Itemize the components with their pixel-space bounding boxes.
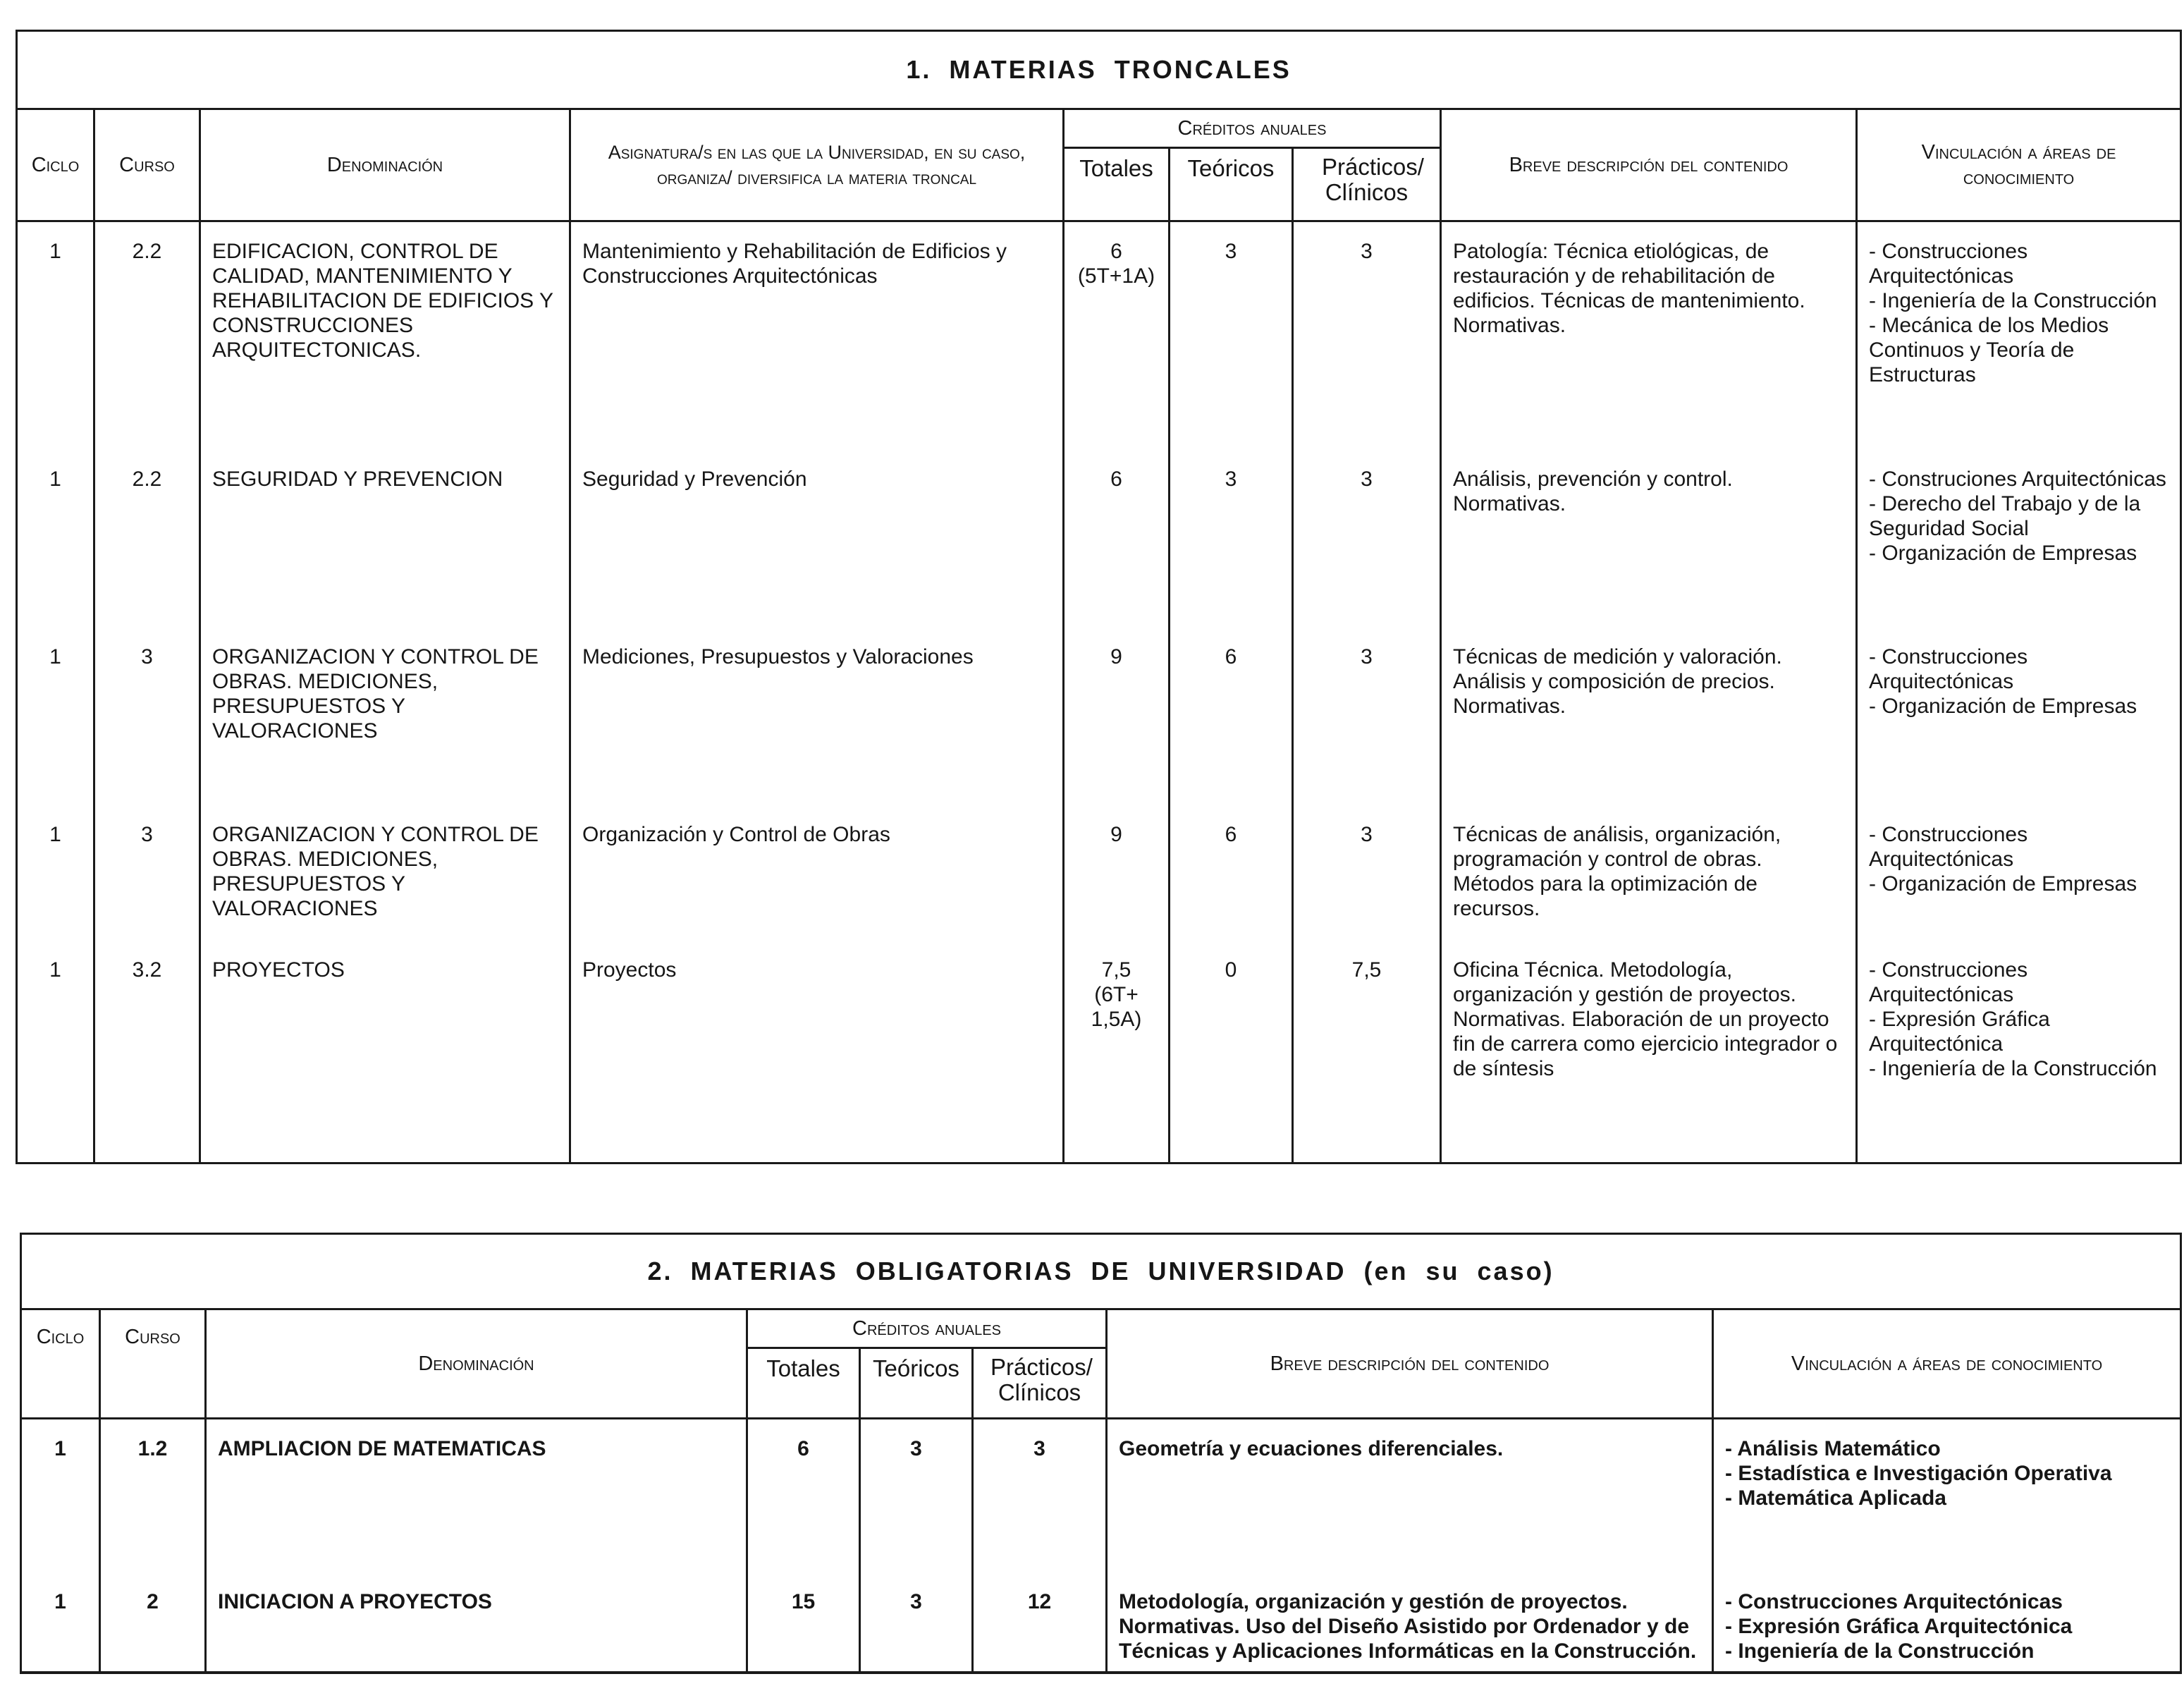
ciclo-cell: 1 — [17, 805, 94, 941]
totales-cell: 9 — [1064, 805, 1170, 941]
teoricos-cell: 3 — [1170, 450, 1293, 628]
ciclo-cell: 1 — [17, 450, 94, 628]
descripcion-cell: Análisis, prevención y control. Normativas. — [1441, 450, 1857, 628]
teoricos-cell: 3 — [860, 1419, 973, 1572]
area-item: - Construcciones Arquitectónicas — [1725, 1589, 2063, 1613]
curso-header: Curso — [100, 1309, 206, 1419]
asignatura-cell: Organización y Control de Obras — [570, 805, 1064, 941]
practicos-header: Prácticos/ Clínicos — [1293, 148, 1441, 221]
teoricos-header: Teóricos — [1170, 148, 1293, 221]
descripcion-cell: Metodología, organización y gestión de proyectos. Normativas. Uso del Diseño Asistido por Ordenador y de Técnicas y Aplicaciones Informáticas en la Construcción. — [1107, 1572, 1713, 1673]
table-row — [17, 221, 2181, 450]
descripcion-cell: Patología: Técnica etiológicas, de restauración y de rehabilitación de edificios. Técnicas de mantenimiento. Normativas. — [1441, 221, 1857, 450]
table-row — [21, 1419, 2181, 1572]
asignatura-cell: Proyectos — [570, 941, 1064, 1163]
area-item: - Análisis Matemático — [1725, 1437, 1941, 1460]
denominacion-cell: INICIACION A PROYECTOS — [206, 1572, 747, 1673]
ciclo-cell: 1 — [21, 1572, 100, 1673]
totales-header: Totales — [1064, 148, 1170, 221]
totales-cell: 15 — [747, 1572, 860, 1673]
denominacion-cell: ORGANIZACION Y CONTROL DE OBRAS. MEDICIONES, PRESUPUESTOS Y VALORACIONES — [200, 805, 570, 941]
curso-cell: 2.2 — [94, 221, 200, 450]
table-row — [21, 1572, 2181, 1673]
vinculacion-header: Vinculación a áreas de conocimiento — [1713, 1309, 2181, 1419]
vinculacion-cell — [1857, 221, 2181, 450]
area-item: - Construcciones Arquitectónicas — [1869, 822, 2028, 871]
denominacion-header: Denominación — [200, 109, 570, 221]
asignatura-cell: Seguridad y Prevención — [570, 450, 1064, 628]
practicos-cell: 3 — [1293, 805, 1441, 941]
denominacion-cell: EDIFICACION, CONTROL DE CALIDAD, MANTENIMIENTO Y REHABILITACION DE EDIFICIOS Y CONSTRUCCIONES ARQUITECTONICAS. — [200, 221, 570, 450]
area-item: - Construcciones Arquitectónicas — [1869, 240, 2028, 288]
area-item: - Expresión Gráfica Arquitectónica — [1869, 1007, 2050, 1056]
asignatura-cell: Mediciones, Presupuestos y Valoraciones — [570, 628, 1064, 805]
teoricos-cell: 0 — [1170, 941, 1293, 1163]
practicos-cell: 3 — [973, 1419, 1107, 1572]
descripcion-header: Breve descripción del contenido — [1107, 1309, 1713, 1419]
teoricos-cell: 6 — [1170, 805, 1293, 941]
teoricos-cell: 6 — [1170, 628, 1293, 805]
totales-cell: 6 (5T+1A) — [1064, 221, 1170, 450]
ciclo-header: Ciclo — [21, 1309, 100, 1419]
curso-cell: 3.2 — [94, 941, 200, 1163]
area-item: - Construcciones Arquitectónicas — [1869, 958, 2028, 1006]
area-item: - Mecánica de los Medios Continuos y Teoría de Estructuras — [1869, 314, 2109, 386]
practicos-cell: 3 — [1293, 628, 1441, 805]
descripcion-header: Breve descripción del contenido — [1441, 109, 1857, 221]
vinculacion-cell — [1713, 1572, 2181, 1673]
area-item: - Organización de Empresas — [1869, 541, 2137, 565]
totales-cell: 6 — [1064, 450, 1170, 628]
denominacion-cell: SEGURIDAD Y PREVENCION — [200, 450, 570, 628]
area-item: - Matemática Aplicada — [1725, 1486, 1946, 1510]
totales-header: Totales — [747, 1348, 860, 1419]
denominacion-cell: PROYECTOS — [200, 941, 570, 1163]
vinculacion-header: Vinculación a áreas de conocimiento — [1857, 109, 2181, 221]
creditos-header: Créditos anuales — [747, 1309, 1107, 1348]
area-item: - Ingeniería de la Construcción — [1725, 1639, 2035, 1663]
area-item: - Organización de Empresas — [1869, 872, 2137, 896]
obligatorias-table — [20, 1233, 2182, 1674]
ciclo-cell: 1 — [21, 1419, 100, 1572]
vinculacion-cell — [1713, 1419, 2181, 1572]
ciclo-cell: 1 — [17, 941, 94, 1163]
descripcion-cell: Geometría y ecuaciones diferenciales. — [1107, 1419, 1713, 1572]
totales-cell: 9 — [1064, 628, 1170, 805]
creditos-header: Créditos anuales — [1064, 109, 1441, 148]
area-item: - Derecho del Trabajo y de la Seguridad Social — [1869, 491, 2141, 540]
descripcion-cell: Técnicas de medición y valoración. Análisis y composición de precios. Normativas. — [1441, 628, 1857, 805]
teoricos-header: Teóricos — [860, 1348, 973, 1419]
descripcion-cell: Oficina Técnica. Metodología, organización y gestión de proyectos. Normativas. Elaboración de un proyecto fin de carrera como ejercicio integrador o de síntesis — [1441, 941, 1857, 1163]
vinculacion-cell — [1857, 941, 2181, 1163]
table-row — [17, 450, 2181, 628]
totales-cell: 6 — [747, 1419, 860, 1572]
area-item: - Construciones Arquitectónicas — [1869, 467, 2166, 491]
table-row — [17, 941, 2181, 1163]
ciclo-header: Ciclo — [17, 109, 94, 221]
practicos-header: Prácticos/ Clínicos — [973, 1348, 1107, 1419]
ciclo-cell: 1 — [17, 221, 94, 450]
vinculacion-cell — [1857, 450, 2181, 628]
area-item: - Construcciones Arquitectónicas — [1869, 645, 2028, 693]
vinculacion-cell — [1857, 805, 2181, 941]
teoricos-cell: 3 — [1170, 221, 1293, 450]
area-item: - Organización de Empresas — [1869, 694, 2137, 718]
curso-cell: 3 — [94, 628, 200, 805]
vinculacion-cell — [1857, 628, 2181, 805]
section-title: 2. MATERIAS OBLIGATORIAS DE UNIVERSIDAD (en su caso) — [21, 1234, 2181, 1309]
practicos-cell: 3 — [1293, 221, 1441, 450]
curso-cell: 2 — [100, 1572, 206, 1673]
table-row — [17, 805, 2181, 941]
area-item: - Ingeniería de la Construcción — [1869, 1056, 2157, 1080]
curso-cell: 3 — [94, 805, 200, 941]
ciclo-cell: 1 — [17, 628, 94, 805]
area-item: - Ingeniería de la Construcción — [1869, 289, 2157, 312]
practicos-cell: 7,5 — [1293, 941, 1441, 1163]
troncales-table — [16, 30, 2182, 1164]
table-row — [17, 628, 2181, 805]
descripcion-cell: Técnicas de análisis, organización, programación y control de obras. Métodos para la optimización de recursos. — [1441, 805, 1857, 941]
asignaturas-header: Asignatura/s en las que la Universidad, en su caso, organiza/ diversifica la materia troncal — [570, 109, 1064, 221]
area-item: - Estadística e Investigación Operativa — [1725, 1462, 2112, 1485]
teoricos-cell: 3 — [860, 1572, 973, 1673]
asignatura-cell: Mantenimiento y Rehabilitación de Edificios y Construcciones Arquitectónicas — [570, 221, 1064, 450]
practicos-cell: 12 — [973, 1572, 1107, 1673]
section-title: 1. MATERIAS TRONCALES — [17, 31, 2181, 109]
denominacion-cell: ORGANIZACION Y CONTROL DE OBRAS. MEDICIONES, PRESUPUESTOS Y VALORACIONES — [200, 628, 570, 805]
totales-cell: 7,5 (6T+ 1,5A) — [1064, 941, 1170, 1163]
denominacion-cell: AMPLIACION DE MATEMATICAS — [206, 1419, 747, 1572]
area-item: - Expresión Gráfica Arquitectónica — [1725, 1614, 2073, 1638]
curso-cell: 1.2 — [100, 1419, 206, 1572]
curso-cell: 2.2 — [94, 450, 200, 628]
denominacion-header: Denominación — [206, 1309, 747, 1419]
curso-header: Curso — [94, 109, 200, 221]
practicos-cell: 3 — [1293, 450, 1441, 628]
